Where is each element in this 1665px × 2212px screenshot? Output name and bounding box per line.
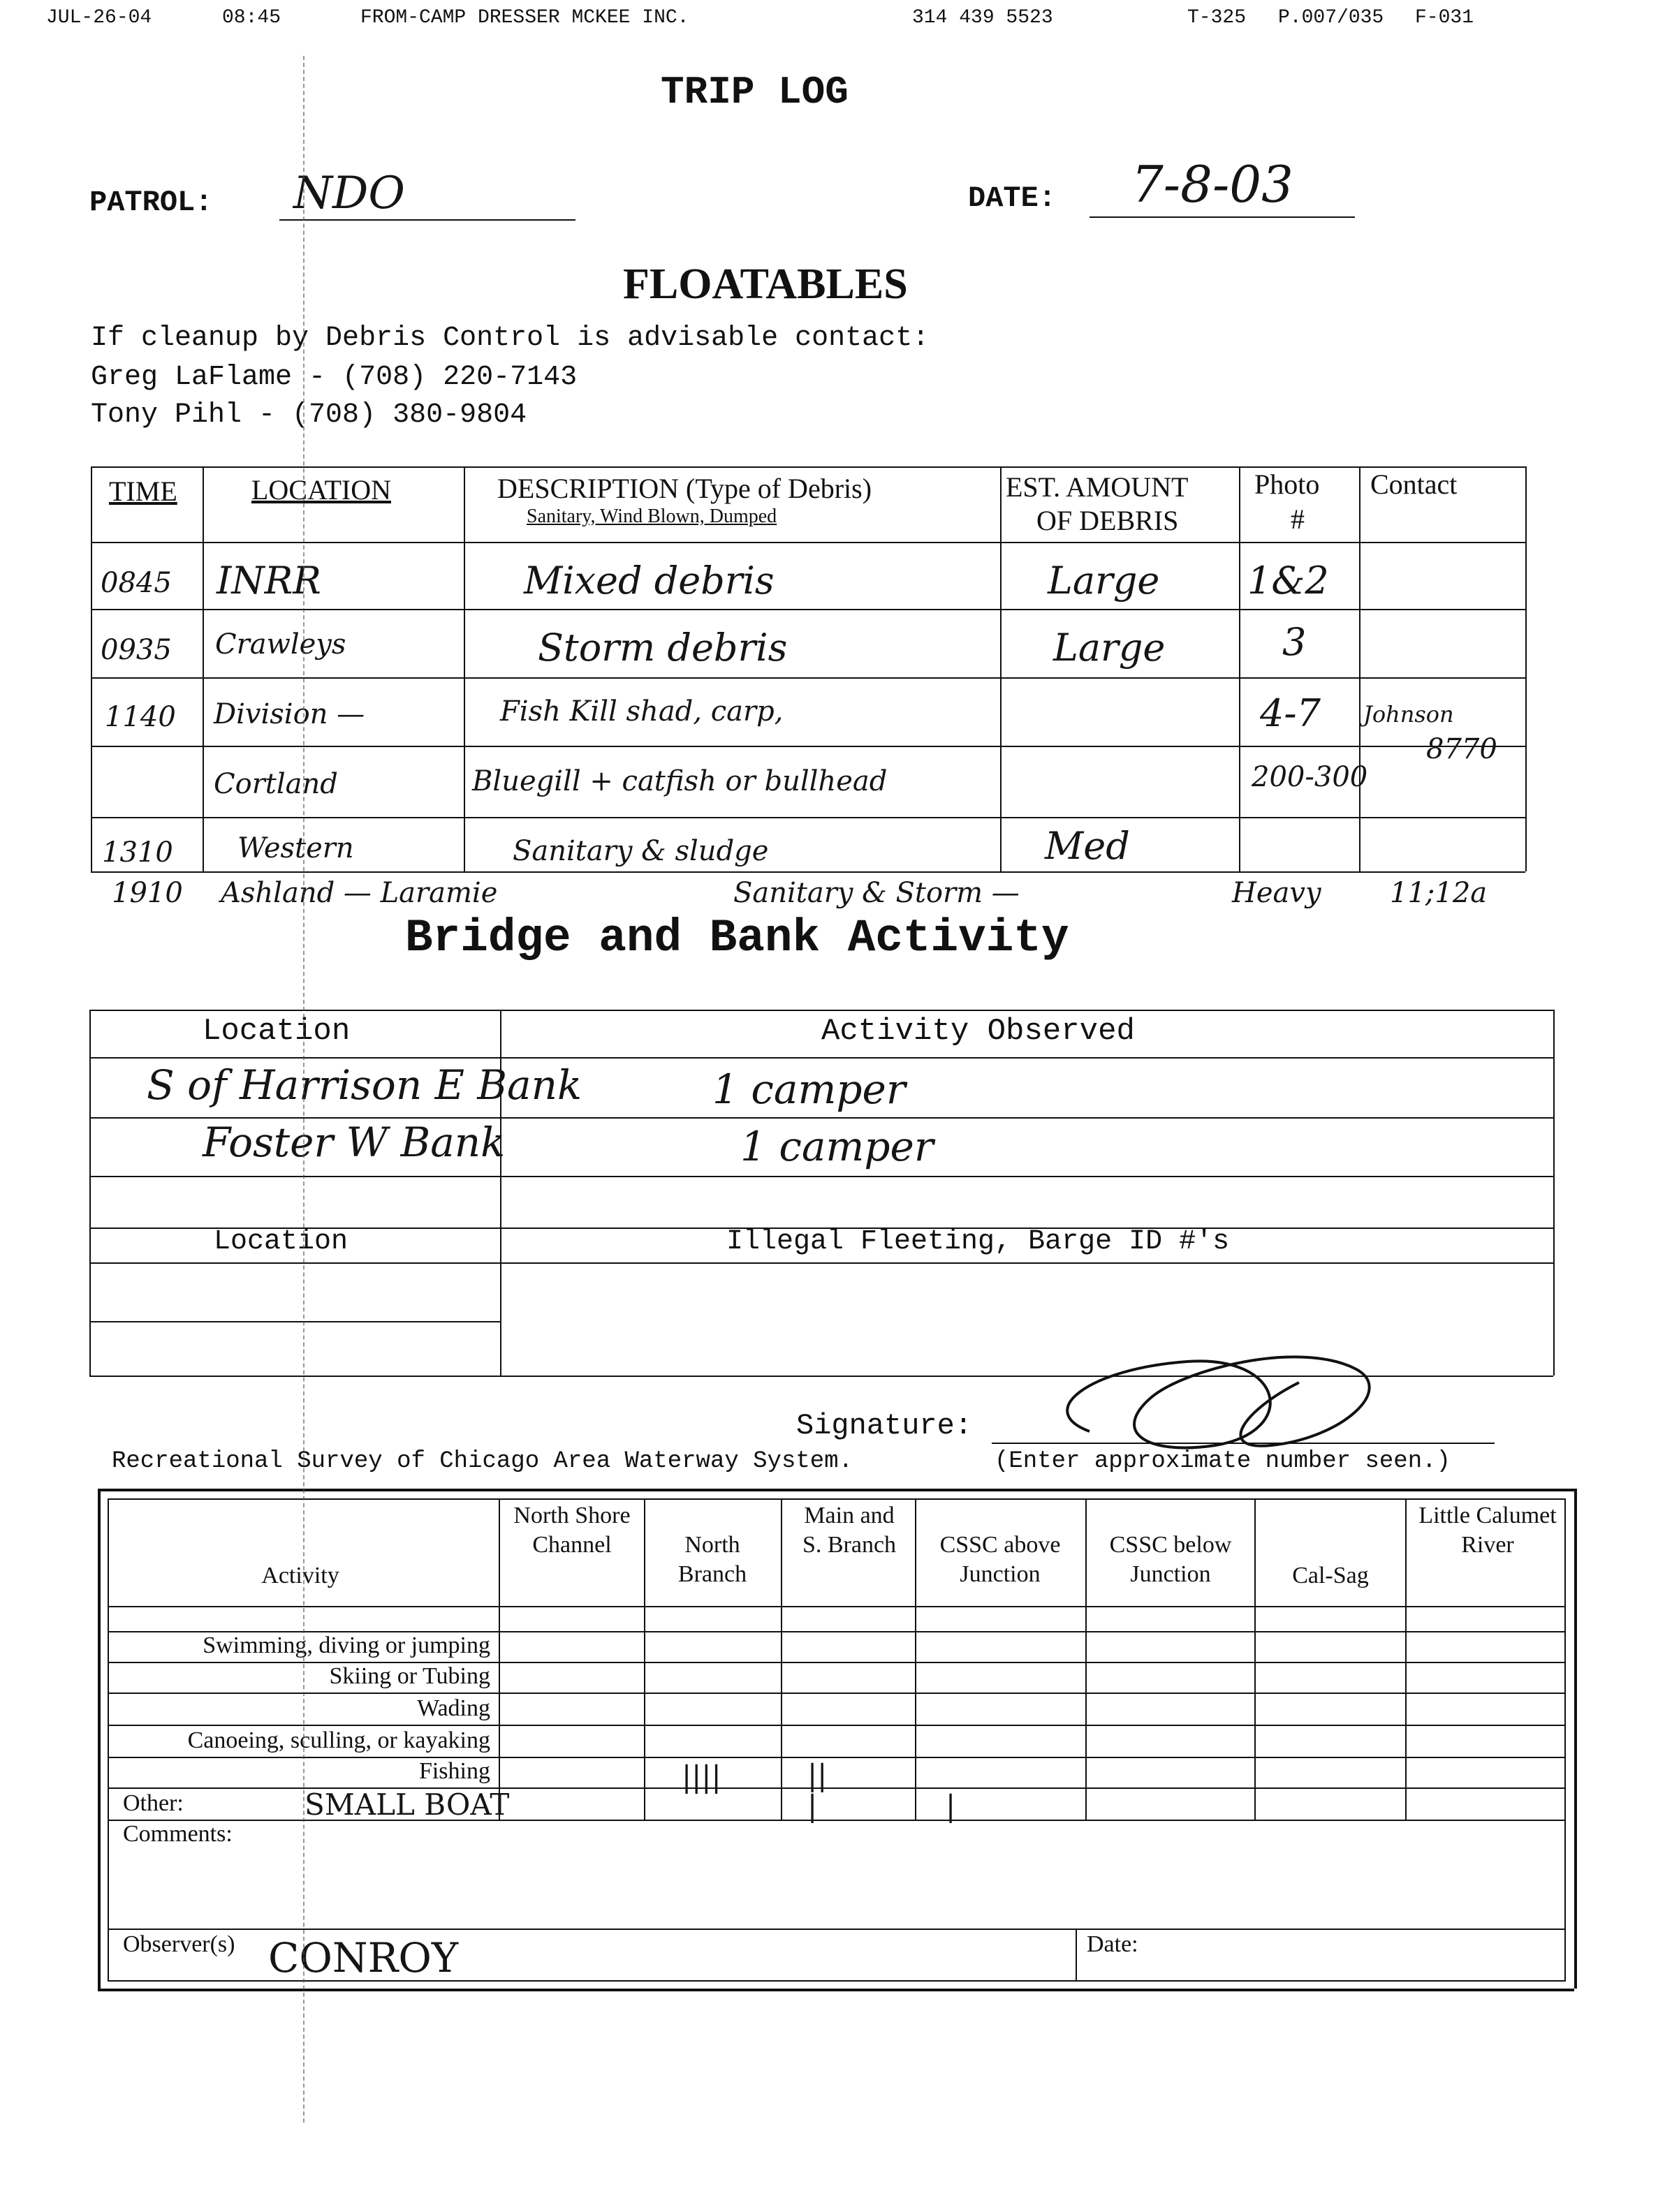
bb-row1-activity: 1 camper: [712, 1066, 906, 1113]
scan-artifact: [303, 56, 305, 2123]
survey-col-little-calumet: Little Calumet River: [1418, 1503, 1557, 1558]
bb-col-location: Location: [203, 1014, 351, 1049]
row2-photo: 3: [1282, 620, 1307, 664]
col-contact: Contact: [1370, 469, 1458, 500]
observer-label: Observer(s): [123, 1931, 235, 1957]
row2-amount: Large: [1053, 626, 1166, 670]
row1-time: 0845: [101, 567, 172, 599]
contact-1: Greg LaFlame - (708) 220-7143: [91, 362, 578, 393]
row3-description: Fish Kill shad, carp,: [500, 695, 784, 728]
survey-note: (Enter approximate number seen.): [995, 1448, 1451, 1475]
row1-location: INRR: [217, 559, 321, 603]
floatables-heading: FLOATABLES: [623, 260, 908, 308]
fax-from: FROM-CAMP DRESSER MCKEE INC.: [360, 7, 689, 29]
extra-photo: 11;12a: [1390, 877, 1488, 909]
other-main-branch-tally: |: [807, 1789, 818, 1823]
fleeting-header: Illegal Fleeting, Barge ID #'s: [726, 1226, 1230, 1258]
row5-time: 1310: [102, 836, 173, 869]
row3-contact: Johnson: [1363, 701, 1454, 728]
row3-time: 1140: [105, 701, 176, 733]
bb-row2-activity: 1 camper: [740, 1123, 934, 1170]
survey-col-activity: Activity: [261, 1563, 339, 1588]
row5-amount: Med: [1045, 824, 1130, 868]
activity-canoeing: Canoeing, sculling, or kayaking: [187, 1727, 490, 1753]
row2-time: 0935: [101, 634, 172, 666]
col-location: LOCATION: [251, 474, 391, 506]
survey-col-main-s-branch: Main and S. Branch: [802, 1503, 897, 1558]
fax-time: 08:45: [222, 7, 281, 29]
row4-contact: 8770: [1426, 733, 1497, 765]
row5-location: Western: [237, 832, 354, 864]
activity-wading: Wading: [417, 1695, 490, 1721]
fax-page: P.007/035: [1278, 7, 1384, 29]
bridge-bank-heading: Bridge and Bank Activity: [405, 912, 1069, 964]
row4-location: Cortland: [214, 768, 338, 800]
page-title: TRIP LOG: [661, 70, 849, 115]
signature-scribble: [1006, 1327, 1495, 1466]
fishing-main-branch-tally: ||: [807, 1758, 828, 1792]
contact-intro: If cleanup by Debris Control is advisable contact:: [91, 323, 930, 354]
row1-amount: Large: [1048, 559, 1160, 603]
row1-description: Mixed debris: [524, 559, 775, 603]
date-label: DATE:: [968, 182, 1057, 215]
signature-label: Signature:: [796, 1409, 973, 1443]
fax-date: JUL-26-04: [46, 7, 152, 29]
row3-location: Division —: [214, 698, 365, 730]
fleeting-location-header: Location: [214, 1226, 349, 1258]
observer-value: CONROY: [268, 1934, 459, 1982]
survey-col-cssc-below: CSSC below Junction: [1109, 1532, 1232, 1587]
activity-fishing: Fishing: [418, 1758, 490, 1784]
col-amount: EST. AMOUNT: [1006, 471, 1189, 503]
row2-location: Crawleys: [215, 628, 346, 661]
other-label: Other:: [123, 1790, 184, 1816]
row3-photo: 4-7: [1260, 691, 1321, 735]
survey-col-north-shore: North Shore Channel: [513, 1503, 631, 1558]
extra-amount: Heavy: [1232, 877, 1321, 909]
bb-row1-location: S of Harrison E Bank: [147, 1061, 582, 1109]
fax-form: F-031: [1415, 7, 1474, 29]
bb-row2-location: Foster W Bank: [203, 1119, 506, 1166]
fax-phone: 314 439 5523: [912, 7, 1053, 29]
other-value: SMALL BOAT: [305, 1787, 510, 1822]
col-photo-sub: #: [1291, 503, 1305, 535]
date-value: 7-8-03: [1131, 155, 1293, 214]
row2-description: Storm debris: [538, 626, 788, 670]
extra-description: Sanitary & Storm —: [733, 877, 1020, 909]
col-time: TIME: [109, 475, 177, 507]
col-amount-sub: OF DEBRIS: [1036, 505, 1179, 536]
other-cssc-above-tally: |: [946, 1789, 956, 1823]
activity-swimming: Swimming, diving or jumping: [203, 1632, 490, 1658]
survey-col-cal-sag: Cal-Sag: [1292, 1563, 1369, 1588]
activity-skiing: Skiing or Tubing: [329, 1663, 490, 1689]
col-description-sub: Sanitary, Wind Blown, Dumped: [527, 506, 777, 527]
col-photo: Photo: [1254, 469, 1320, 500]
fax-code: T-325: [1187, 7, 1247, 29]
extra-time: 1910: [112, 877, 183, 909]
bb-col-activity: Activity Observed: [821, 1014, 1135, 1049]
row4-description: Bluegill + catfish or bullhead: [472, 765, 888, 797]
row5-description: Sanitary & sludge: [513, 835, 769, 867]
comments-label: Comments:: [123, 1821, 233, 1847]
survey-date-label: Date:: [1087, 1931, 1138, 1957]
survey-col-cssc-above: CSSC above Junction: [939, 1532, 1061, 1587]
survey-col-north-branch: North Branch: [677, 1532, 747, 1587]
row1-photo: 1&2: [1247, 559, 1329, 603]
extra-location: Ashland — Laramie: [221, 877, 498, 909]
contact-2: Tony Pihl - (708) 380-9804: [91, 399, 527, 431]
row4-photo: 200-300: [1252, 761, 1368, 793]
patrol-value: NDO: [293, 168, 405, 219]
col-description: DESCRIPTION (Type of Debris): [497, 473, 872, 504]
survey-intro: Recreational Survey of Chicago Area Waterway System.: [112, 1448, 853, 1475]
patrol-label: PATROL:: [89, 186, 213, 219]
fishing-north-branch-tally: ||||: [682, 1760, 721, 1794]
